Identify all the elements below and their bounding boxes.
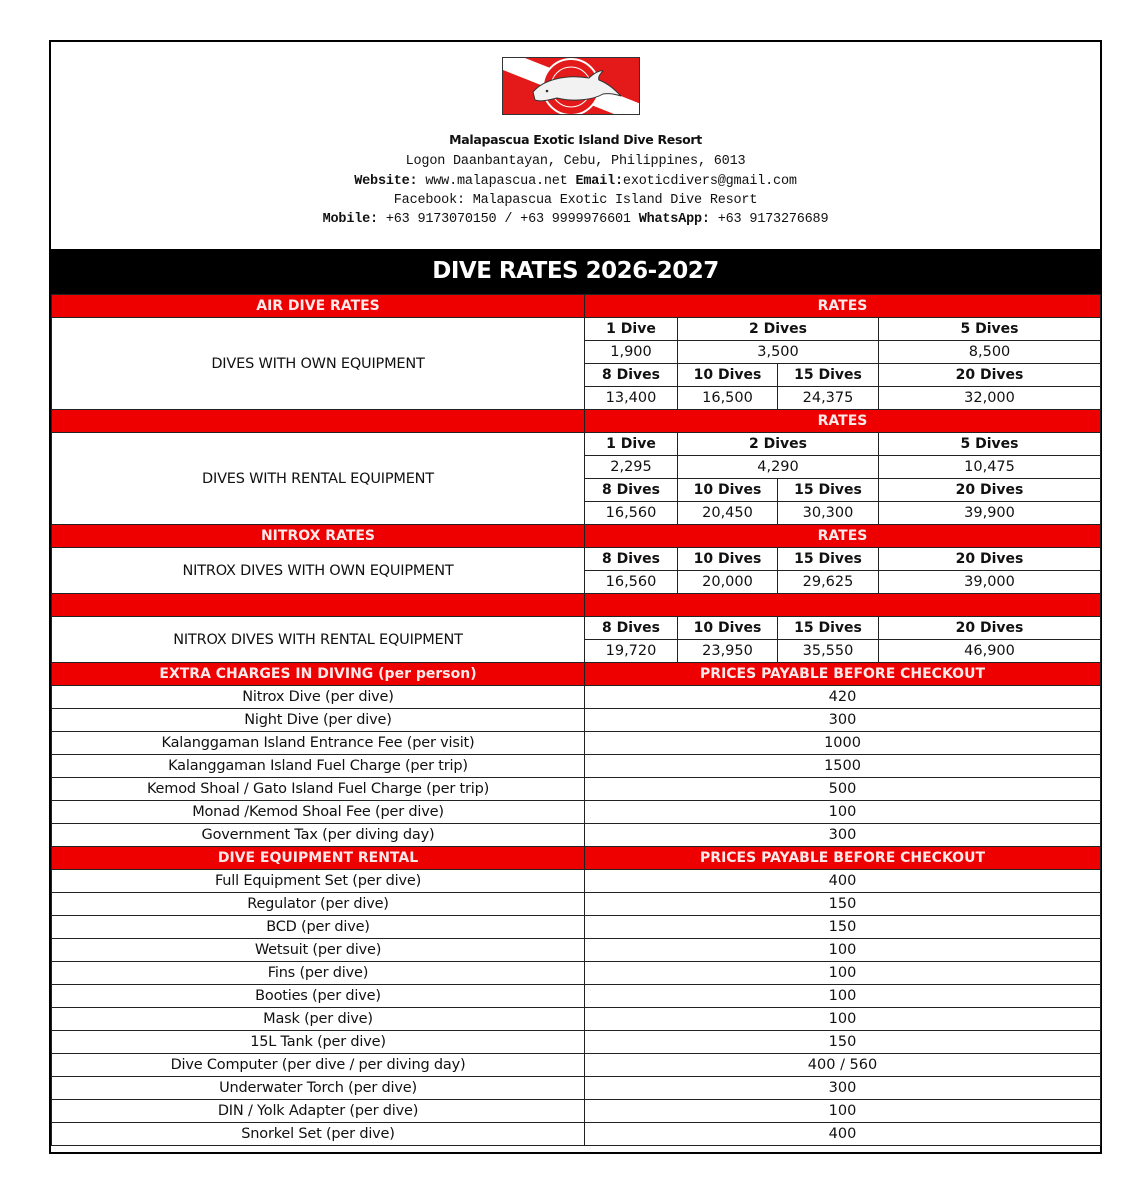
section-header-nitrox (52, 525, 1101, 548)
item-name: Dive Computer (per dive / per diving day) (52, 1054, 585, 1077)
table-row (52, 1031, 1101, 1054)
dive-count-header: 8 Dives (585, 364, 678, 387)
package-label: NITROX DIVES WITH OWN EQUIPMENT (52, 548, 585, 594)
rates-table (51, 294, 1101, 1146)
resort-header (51, 42, 1100, 249)
table-row (52, 870, 1101, 893)
price-cell: 32,000 (879, 387, 1101, 410)
item-price: 100 (585, 1100, 1101, 1123)
table-row (52, 1008, 1101, 1031)
price-cell: 39,000 (879, 571, 1101, 594)
section-header-air (52, 295, 1101, 318)
dive-count-header: 15 Dives (778, 617, 879, 640)
rates-title: RATES (585, 525, 1101, 548)
price-cell: 30,300 (778, 502, 879, 525)
rates-title: RATES (585, 410, 1101, 433)
item-name: Booties (per dive) (52, 985, 585, 1008)
prices-title: PRICES PAYABLE BEFORE CHECKOUT (585, 663, 1101, 686)
dive-count-header: 2 Dives (678, 433, 879, 456)
price-cell: 16,560 (585, 571, 678, 594)
table-row (52, 548, 1101, 571)
table-row (52, 709, 1101, 732)
dive-count-header: 1 Dive (585, 318, 678, 341)
dive-count-header: 5 Dives (879, 318, 1101, 341)
dive-count-header: 10 Dives (678, 479, 778, 502)
section-title: EXTRA CHARGES IN DIVING (per person) (52, 663, 585, 686)
item-name: Fins (per dive) (52, 962, 585, 985)
price-cell: 23,950 (678, 640, 778, 663)
page-title: DIVE RATES 2026-2027 (51, 249, 1100, 294)
price-cell: 19,720 (585, 640, 678, 663)
website-email-line (51, 174, 1100, 189)
item-price: 100 (585, 1008, 1101, 1031)
section-title: AIR DIVE RATES (52, 295, 585, 318)
rates-title-empty (585, 594, 1101, 617)
email-link[interactable]: exoticdivers@gmail.com (622, 174, 797, 189)
item-name: Monad /Kemod Shoal Fee (per dive) (52, 801, 585, 824)
package-label: NITROX DIVES WITH RENTAL EQUIPMENT (52, 617, 585, 663)
price-cell: 3,500 (678, 341, 879, 364)
email-label: Email: (575, 174, 623, 189)
dive-flag-dolphin-icon (503, 58, 640, 115)
item-name: Mask (per dive) (52, 1008, 585, 1031)
item-price: 150 (585, 1031, 1101, 1054)
dive-count-header: 15 Dives (778, 548, 879, 571)
dive-count-header: 20 Dives (879, 548, 1101, 571)
item-price: 100 (585, 962, 1101, 985)
table-row (52, 893, 1101, 916)
item-name: Government Tax (per diving day) (52, 824, 585, 847)
extra-charges-section (52, 663, 1101, 847)
item-price: 150 (585, 893, 1101, 916)
resort-logo (502, 57, 640, 115)
dive-count-header: 10 Dives (678, 548, 778, 571)
item-price: 400 (585, 1123, 1101, 1146)
dive-count-header: 15 Dives (778, 479, 879, 502)
phone-line (51, 212, 1100, 227)
item-price: 1000 (585, 732, 1101, 755)
table-row (52, 916, 1101, 939)
item-price: 300 (585, 709, 1101, 732)
section-title-empty (52, 594, 585, 617)
table-row (52, 686, 1101, 709)
whatsapp-number: +63 9173276689 (717, 212, 829, 227)
table-row (52, 732, 1101, 755)
price-cell: 20,000 (678, 571, 778, 594)
item-price: 1500 (585, 755, 1101, 778)
item-name: Wetsuit (per dive) (52, 939, 585, 962)
section-title: NITROX RATES (52, 525, 585, 548)
item-name: Kemod Shoal / Gato Island Fuel Charge (per trip) (52, 778, 585, 801)
dive-count-header: 10 Dives (678, 364, 778, 387)
section-spacer-red (52, 594, 1101, 617)
price-cell: 16,500 (678, 387, 778, 410)
table-row (52, 1100, 1101, 1123)
item-name: DIN / Yolk Adapter (per dive) (52, 1100, 585, 1123)
item-price: 400 / 560 (585, 1054, 1101, 1077)
price-cell: 16,560 (585, 502, 678, 525)
price-cell: 39,900 (879, 502, 1101, 525)
table-row (52, 962, 1101, 985)
item-name: Nitrox Dive (per dive) (52, 686, 585, 709)
table-row (52, 1077, 1101, 1100)
resort-name: Malapascua Exotic Island Dive Resort (449, 132, 702, 147)
item-price: 150 (585, 916, 1101, 939)
section-header-equipment (52, 847, 1101, 870)
section-title: DIVE EQUIPMENT RENTAL (52, 847, 585, 870)
rate-sheet (49, 40, 1102, 1154)
mobile-label: Mobile: (322, 212, 378, 227)
dive-count-header: 8 Dives (585, 548, 678, 571)
table-row (52, 433, 1101, 456)
table-row (52, 778, 1101, 801)
dive-count-header: 5 Dives (879, 433, 1101, 456)
dive-count-header: 8 Dives (585, 479, 678, 502)
table-row (52, 1123, 1101, 1146)
dive-count-header: 20 Dives (879, 364, 1101, 387)
facebook-line: Facebook: Malapascua Exotic Island Dive Resort (393, 193, 758, 208)
item-name: Underwater Torch (per dive) (52, 1077, 585, 1100)
package-label: DIVES WITH RENTAL EQUIPMENT (52, 433, 585, 525)
dive-count-header: 20 Dives (879, 617, 1101, 640)
item-name: Kalanggaman Island Fuel Charge (per trip) (52, 755, 585, 778)
price-cell: 24,375 (778, 387, 879, 410)
item-price: 300 (585, 824, 1101, 847)
item-name: BCD (per dive) (52, 916, 585, 939)
rates-title: RATES (585, 295, 1101, 318)
item-name: Full Equipment Set (per dive) (52, 870, 585, 893)
price-cell: 8,500 (879, 341, 1101, 364)
mobile-numbers: +63 9173070150 / +63 9999976601 (385, 212, 631, 227)
item-price: 300 (585, 1077, 1101, 1100)
section-header-air-rental (52, 410, 1101, 433)
price-cell: 35,550 (778, 640, 879, 663)
item-price: 100 (585, 985, 1101, 1008)
item-price: 420 (585, 686, 1101, 709)
table-row (52, 824, 1101, 847)
item-price: 400 (585, 870, 1101, 893)
price-cell: 10,475 (879, 456, 1101, 479)
item-name: Regulator (per dive) (52, 893, 585, 916)
price-cell: 1,900 (585, 341, 678, 364)
table-row (52, 617, 1101, 640)
prices-title: PRICES PAYABLE BEFORE CHECKOUT (585, 847, 1101, 870)
item-name: Night Dive (per dive) (52, 709, 585, 732)
item-name: 15L Tank (per dive) (52, 1031, 585, 1054)
item-price: 500 (585, 778, 1101, 801)
price-cell: 2,295 (585, 456, 678, 479)
table-row (52, 1054, 1101, 1077)
section-title-empty (52, 410, 585, 433)
price-cell: 4,290 (678, 456, 879, 479)
price-cell: 29,625 (778, 571, 879, 594)
price-cell: 20,450 (678, 502, 778, 525)
price-cell: 46,900 (879, 640, 1101, 663)
table-row (52, 939, 1101, 962)
table-row (52, 801, 1101, 824)
table-row (52, 318, 1101, 341)
whatsapp-label: WhatsApp: (638, 212, 710, 227)
website-label: Website: (354, 174, 418, 189)
dive-count-header: 2 Dives (678, 318, 879, 341)
dive-count-header: 8 Dives (585, 617, 678, 640)
table-row (52, 985, 1101, 1008)
item-price: 100 (585, 939, 1101, 962)
dive-count-header: 15 Dives (778, 364, 879, 387)
package-label: DIVES WITH OWN EQUIPMENT (52, 318, 585, 410)
table-row (52, 755, 1101, 778)
section-header-extra (52, 663, 1101, 686)
address: Logon Daanbantayan, Cebu, Philippines, 6013 (405, 154, 746, 169)
item-name: Kalanggaman Island Entrance Fee (per visit) (52, 732, 585, 755)
price-cell: 13,400 (585, 387, 678, 410)
dive-count-header: 20 Dives (879, 479, 1101, 502)
equipment-rental-section (52, 847, 1101, 1146)
website-link[interactable]: www.malapascua.net (425, 174, 568, 189)
item-price: 100 (585, 801, 1101, 824)
dive-count-header: 10 Dives (678, 617, 778, 640)
dive-count-header: 1 Dive (585, 433, 678, 456)
item-name: Snorkel Set (per dive) (52, 1123, 585, 1146)
